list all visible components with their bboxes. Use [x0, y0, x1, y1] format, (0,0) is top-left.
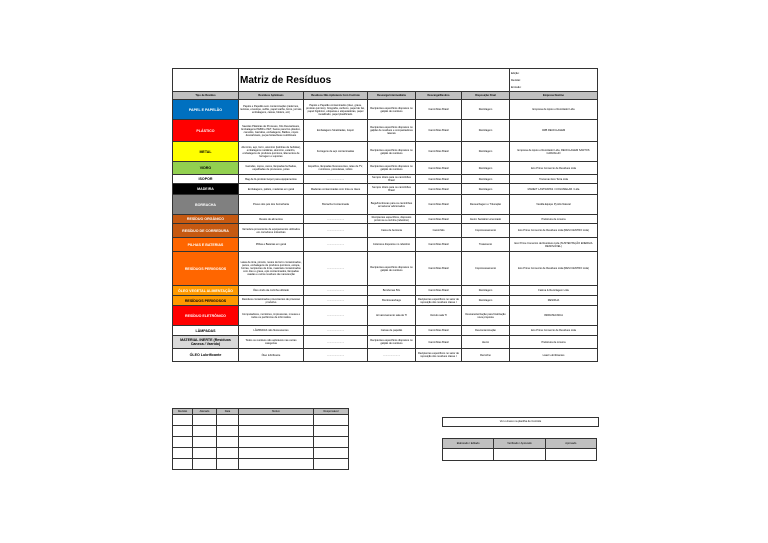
non-applicable-waste-cell: ........................: [304, 326, 368, 336]
applicable-waste-cell: Latas de tinta, pincéis, restos de ferro contaminados, panos, embalagens de produtos químicos, estopa, borras, recipientes de tinta, materiais contaminados com óleo e graxa, epis contaminados, lâmpadas usadas e outros resíduos da manutenção: [239, 252, 304, 286]
non-applicable-waste-cell: ........................: [304, 306, 368, 326]
destination-company-cell: CRB RECICLAGEM: [510, 120, 598, 142]
applicable-waste-cell: LÂMPADAS não fluorescentes: [239, 326, 304, 336]
destination-company-cell: Eco Prime Comercio de Resíduos Ltda (SUSTENTAÇÃO ENERGIA RENOVÁVEL): [510, 238, 598, 252]
applicable-waste-cell: Alumínio, aço, ferro, alumínio (latinhas de bebidas), embalagens metálicas, alumínio, estanho, embalagens de produtos químicos, Elementos de ferragem e suportes: [239, 142, 304, 162]
destination-cell: Caminhões Brasil: [416, 336, 462, 349]
intermediate-discharge-cell: Recipientes específicos dispostos no galpão de resíduos: [368, 100, 416, 120]
waste-row: [173, 224, 598, 238]
final-disposal-cell: Rerrefino: [462, 349, 510, 362]
waste-row: [173, 175, 598, 184]
revision-row: [173, 448, 349, 459]
waste-row: [173, 306, 598, 326]
destination-cell: Caminhão: [416, 224, 462, 238]
approved-header: Aprovado: [545, 439, 596, 449]
column-header-row: [173, 92, 598, 100]
reason-header: Motivo: [239, 409, 314, 415]
final-disposal-cell: Coprocessamento: [462, 224, 510, 238]
applicable-waste-cell: Pneus dos pés dos borracharia: [239, 195, 304, 215]
waste-row: [173, 349, 598, 362]
signature-block: [442, 438, 597, 461]
waste-category: RESÍDUOS PERIGOSOS: [173, 252, 239, 286]
destination-cell: Caminhões Brasil: [416, 162, 462, 175]
responsible-header: Responsável: [314, 409, 349, 415]
waste-row: [173, 195, 598, 215]
destination-company-cell: Fatima & Reciclagem Ltda: [510, 286, 598, 296]
verified-header: Verificado / Aprovado: [494, 439, 545, 449]
destination-cell: Caminhões Brasil: [416, 195, 462, 215]
waste-row: [173, 162, 598, 175]
revision-row: [173, 426, 349, 437]
destination-company-cell: Prefeitura de Limeira: [510, 215, 598, 224]
waste-row: [173, 296, 598, 306]
revision-row: [173, 415, 349, 426]
non-applicable-waste-cell: ........................: [304, 215, 368, 224]
final-disposal-cell: Aterro Sanitário Licenciado: [462, 215, 510, 224]
destination-cell: Caminhões Brasil: [416, 120, 462, 142]
waste-category: PLÁSTICO: [173, 120, 239, 142]
applicable-waste-cell: Papéis e Papelão sem contaminação (cadernos, revistas, envelope, sulfite, papel toalha, livros, jornais, embalagens, caixas, folders, etc): [239, 100, 304, 120]
final-disposal-cell: Recauchagem e Trituração: [462, 195, 510, 215]
applicable-waste-cell: Embalagens, pallets, madeiras em geral: [239, 184, 304, 195]
non-applicable-waste-cell: Borracha Contaminada: [304, 195, 368, 215]
destination-cell: Caminhões Brasil: [416, 100, 462, 120]
prepared-header: Elaborado / Editado: [443, 439, 494, 449]
final-disposal-cell: Reciclagem: [462, 184, 510, 195]
intermediate-discharge-cell: Bombonas/bags: [368, 296, 416, 306]
intermediate-discharge-cell: Caixas de papelão: [368, 326, 416, 336]
waste-row: [173, 215, 598, 224]
column-header: Tipo de Resíduo: [173, 92, 239, 100]
final-disposal-cell: Reciclagem: [462, 296, 510, 306]
intermediate-discharge-cell: Recipientes específicos dispostos no galpão de resíduos: [368, 252, 416, 286]
waste-category: LÂMPADAS: [173, 326, 239, 336]
revision-table: [172, 408, 349, 470]
signature-row: [443, 449, 597, 461]
destination-cell: Caminhões Brasil: [416, 142, 462, 162]
destination-company-cell: Eco Prime Comercio de Resíduos Ltda (RESI CENTRO Ltda): [510, 224, 598, 238]
intermediate-discharge-cell: Recipientes específicos dispostos no galpão de resíduos e compactadores laterais: [368, 120, 416, 142]
destination-cell: Caminhões Brasil: [416, 252, 462, 286]
destination-cell: Caminhões Brasil: [416, 326, 462, 336]
destination-cell: Caminhões Brasil: [416, 215, 462, 224]
waste-category: PILHAS E BATERIAS: [173, 238, 239, 252]
destination-company-cell: Empresa de Apoio e Reciclador Ltda, RECICLAGEM SANTOS CARVALHO: [510, 142, 598, 162]
final-disposal-cell: Descaracterização para finalização nova proposta: [462, 306, 510, 326]
non-applicable-waste-cell: ........................: [304, 336, 368, 349]
destination-company-cell: Lwart Lubrificantes: [510, 349, 598, 362]
destination-company-cell: MADEIT LASTRAPAS / COGUMELAR / Ltda: [510, 184, 598, 195]
destination-cell: Recipientes específicos no setor de reposição dos resíduos classe I: [416, 349, 462, 362]
non-applicable-waste-cell: Espelhos, lâmpadas fluorescentes, telas de TV, monitores, porcelanas, vidros: [304, 162, 368, 175]
waste-category: PAPEL E PAPELÃO: [173, 100, 239, 120]
waste-row: [173, 100, 598, 120]
applicable-waste-cell: Resíduos contaminados provenientes de processo produtivo: [239, 296, 304, 306]
waste-category: MADEIRA: [173, 184, 239, 195]
final-disposal-cell: Reciclagem: [462, 175, 510, 184]
applicable-waste-cell: Sacolas Plásticas de Processo, Kits Descartáveis, Embalagens PEBD e PET, Sacos para lixo plástico, canudos, Garrafas, embalagens, Baldes, copos descartáveis, peças feitas/duas reutilizáveis: [239, 120, 304, 142]
intermediate-discharge-cell: Bags/bombonas para os caminhões armazenar adicionados: [368, 195, 416, 215]
column-header: Descarga Intermediária: [368, 92, 416, 100]
destination-company-cell: Viedda Equipe Pyrolis Natural: [510, 195, 598, 215]
final-disposal-cell: Reciclagem: [462, 162, 510, 175]
applicable-waste-cell: Computadores, monitores, impressoras, mouses e todos os periféricos de informática: [239, 306, 304, 326]
final-disposal-cell: Reciclagem: [462, 286, 510, 296]
destination-cell: Caminhões Brasil: [416, 175, 462, 184]
waste-row: [173, 184, 598, 195]
applicable-waste-cell: Óleo lubrificante: [239, 349, 304, 362]
waste-category: METAL: [173, 142, 239, 162]
waste-category: ÓLEO Lubrificante: [173, 349, 239, 362]
waste-category: RESÍDUOS PERIGOSOS: [173, 296, 239, 306]
waste-category: MATERIAL INERTE (Resíduos Caneca / Varrido): [173, 336, 239, 349]
waste-category: BORRACHA: [173, 195, 239, 215]
revision-row: [173, 437, 349, 448]
issue-label: Emissão:: [511, 85, 522, 89]
column-header: Descarga/Destino: [416, 92, 462, 100]
final-disposal-cell: Reciclagem: [462, 120, 510, 142]
destination-company-cell: Empresa de Apoio e Reciclador Ltda: [510, 100, 598, 120]
intermediate-discharge-cell: Recipientes específicos dispostos no galpão de resíduos: [368, 142, 416, 162]
destination-company-cell: Eco Prime Comercio de Resíduos Ltda: [510, 326, 598, 336]
changed-header: Alterado: [193, 409, 217, 415]
waste-matrix-table: [172, 68, 598, 362]
intermediate-discharge-cell: ........................: [368, 349, 416, 362]
logo-cell: [173, 69, 239, 92]
applicable-waste-cell: Restos de alimentos: [239, 215, 304, 224]
non-applicable-waste-cell: ........................: [304, 296, 368, 306]
waste-row: [173, 326, 598, 336]
waste-row: [173, 252, 598, 286]
destination-cell: Caminhões Brasil: [416, 286, 462, 296]
column-header: Resíduos Não Aplicáveis Com Controle: [304, 92, 368, 100]
waste-category: RESÍDUO ORGÂNICO: [173, 215, 239, 224]
page-title: Matriz de Resíduos: [239, 69, 510, 92]
revision-history: [172, 408, 349, 470]
signature-table: [442, 438, 597, 461]
non-applicable-waste-cell: ........................: [304, 175, 368, 184]
destination-cell: Caminhões Brasil: [416, 184, 462, 195]
applicable-waste-cell: Bag de bi-produto Isopor para equipamentos: [239, 175, 304, 184]
document-meta: [510, 69, 598, 92]
final-disposal-cell: Coprocessamento: [462, 252, 510, 286]
intermediate-discharge-cell: Caixa de bentonia: [368, 224, 416, 238]
non-applicable-waste-cell: ........................: [304, 286, 368, 296]
waste-category: ISOPOR: [173, 175, 239, 184]
waste-category: VIDRO: [173, 162, 239, 175]
waste-row: [173, 336, 598, 349]
non-applicable-waste-cell: ........................: [304, 349, 368, 362]
date-header: Data: [217, 409, 239, 415]
final-disposal-cell: Reciclagem: [462, 142, 510, 162]
waste-category: RESÍDUO ELETRÔNICO: [173, 306, 239, 326]
final-disposal-cell: Aterro: [462, 336, 510, 349]
column-header: Resíduos Aplicáveis: [239, 92, 304, 100]
revision-row: [173, 459, 349, 470]
destination-cell: Veículo sala TI: [416, 306, 462, 326]
final-disposal-cell: Reciclagem: [462, 100, 510, 120]
intermediate-discharge-cell: Armazenamento sala de TI: [368, 306, 416, 326]
intermediate-discharge-cell: Recipientes específicos dispostos no galpão de resíduos: [368, 336, 416, 349]
non-applicable-waste-cell: ........................: [304, 252, 368, 286]
waste-row: [173, 286, 598, 296]
applicable-waste-cell: Pilhas e Baterias em geral: [239, 238, 304, 252]
destination-company-cell: Transmax Eco Tetra Ltda: [510, 175, 598, 184]
destination-cell: Caminhões Brasil: [416, 238, 462, 252]
non-applicable-waste-cell: ........................: [304, 224, 368, 238]
destination-company-cell: INFRATECNICA: [510, 306, 598, 326]
destination-cell: Recipientes específicos no setor de reposição dos resíduos classe I: [416, 296, 462, 306]
final-disposal-cell: Descontaminação: [462, 326, 510, 336]
applicable-waste-cell: Todos os resíduos não aplicáveis nas outras categorias: [239, 336, 304, 349]
waste-category: RESÍDUO DE CORREDURA: [173, 224, 239, 238]
applicable-waste-cell: Varredura proveniente de equipamentos utilizados em corredores industriais: [239, 224, 304, 238]
intermediate-discharge-cell: Coletores dispostos no refeitório: [368, 238, 416, 252]
column-header: Empresa Destino: [510, 92, 598, 100]
non-applicable-waste-cell: ........................: [304, 238, 368, 252]
waste-row: [173, 238, 598, 252]
non-applicable-waste-cell: Madeiras contaminadas com tinta ou óleos: [304, 184, 368, 195]
edition-label: Edição:: [511, 71, 520, 75]
reference-note: Ver o Anexo na planilha de Controle: [442, 417, 599, 427]
destination-company-cell: Eco Prime Comercio de Resíduos Ltda (RESI CENTRO Ltda): [510, 252, 598, 286]
destination-company-cell: RESIDUA: [510, 296, 598, 306]
revision-label: Revisão:: [511, 78, 521, 82]
intermediate-discharge-cell: Recipientes específicos, dispostos próximos à cozinha (refeitório): [368, 215, 416, 224]
intermediate-discharge-cell: Bombonas 50L: [368, 286, 416, 296]
waste-row: [173, 142, 598, 162]
waste-matrix-sheet: [172, 68, 597, 362]
destination-company-cell: Eco Prime Comercio de Resíduos Ltda: [510, 162, 598, 175]
applicable-waste-cell: Óleo vindo da cozinha utilizado: [239, 286, 304, 296]
intermediate-discharge-cell: Recipientes específicos dispostos no galpão de resíduos: [368, 162, 416, 175]
non-applicable-waste-cell: Papéis e Papelão contaminados (óleo, graxa, produto químico), fotografia, carbono, papel de fax, papel higiênico, etiquetas e etiquetadoras, papel metalizado, papel plastificado.: [304, 100, 368, 120]
non-applicable-waste-cell: Embalagens Sinalizadas, Isopor: [304, 120, 368, 142]
column-header: Disposição Final: [462, 92, 510, 100]
intermediate-discharge-cell: Sempre direto para os caminhões Brasil: [368, 175, 416, 184]
destination-company-cell: Prefeitura de Limeira: [510, 336, 598, 349]
revision-header: Revisão: [173, 409, 193, 415]
waste-category: ÓLEO VEGETAL ALIMENTAÇÃO: [173, 286, 239, 296]
final-disposal-cell: Tratamento: [462, 238, 510, 252]
applicable-waste-cell: Garrafas, copos, cacos, lâmpadas fechadas, espelhadas de processos, potes: [239, 162, 304, 175]
non-applicable-waste-cell: Ferragens de aço contaminadas: [304, 142, 368, 162]
waste-row: [173, 120, 598, 142]
intermediate-discharge-cell: Sempre direto para os caminhões Brasil: [368, 184, 416, 195]
